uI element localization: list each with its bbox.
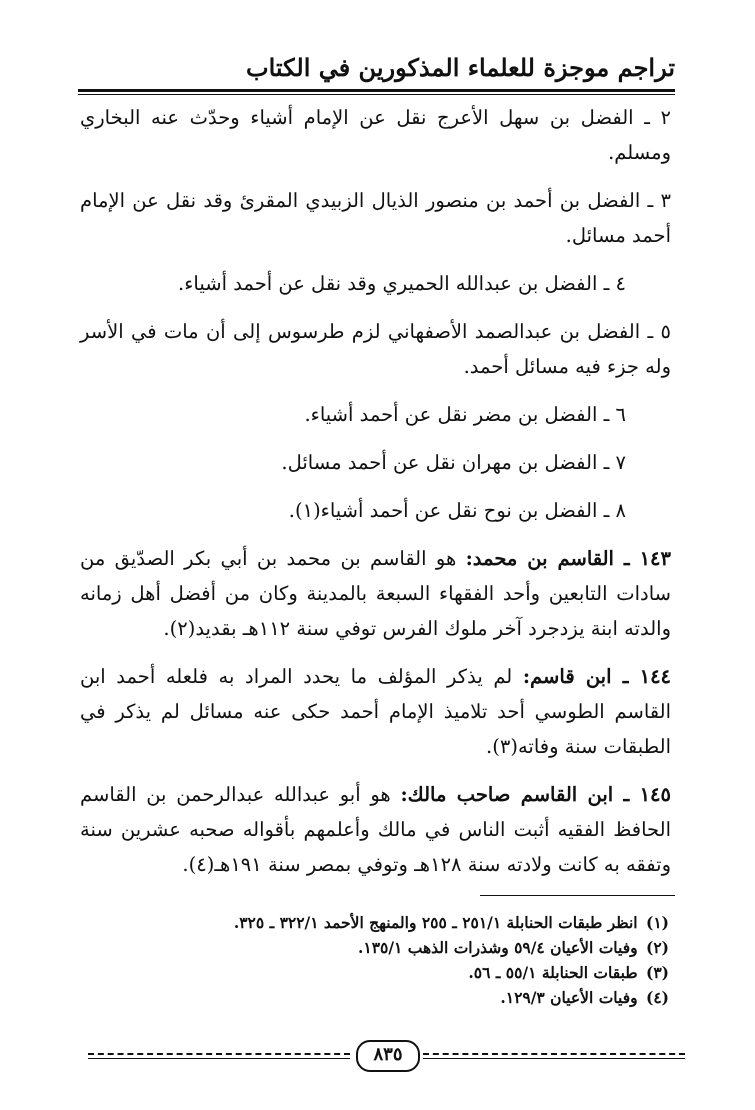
paragraph-item-2: ٢ ـ الفضل بن سهل الأعرج نقل عن الإمام أشياء وحدّث عنه البخاري ومسلم.	[80, 106, 671, 164]
entry-143-text: هو القاسم بن محمد بن أبي بكر الصدّيق من سادات التابعين وأحد الفقهاء السبعة بالمدينة وكان من أفضل أهل زمانه والدته ابنة يزدجرد آخر ملوك الفرس توفي سنة ١١٢هـ بقديد(٢).	[80, 547, 671, 640]
footnote-3	[80, 960, 669, 985]
entry-143-heading: ١٤٣ ـ القاسم بن محمد:	[465, 547, 671, 570]
footnote-number: (٢)	[645, 938, 669, 957]
footer-rule-left	[88, 1058, 350, 1059]
footnotes	[80, 910, 669, 1010]
footnote-number: (٣)	[645, 963, 669, 982]
entry-144-heading: ١٤٤ ـ ابن قاسم:	[522, 665, 672, 688]
entry-145-heading: ١٤٥ ـ ابن القاسم صاحب مالك:	[400, 783, 671, 806]
entry-144	[80, 659, 671, 764]
entry-143	[80, 541, 671, 646]
footer-dashed-rule-right	[423, 1053, 685, 1055]
footnote-number: (١)	[645, 913, 669, 932]
footer-rule-right	[423, 1058, 685, 1059]
footnote-separator	[480, 895, 675, 896]
main-text	[80, 100, 671, 895]
paragraph-item-5: ٥ ـ الفضل بن عبدالصمد الأصفهاني لزم طرسوس إلى أن مات في الأسر وله جزء فيه مسائل أحمد.	[80, 320, 671, 378]
paragraph-item-6: ٦ ـ الفضل بن مضر نقل عن أحمد أشياء.	[304, 403, 626, 426]
entry-145-text: هو أبو عبدالله عبدالرحمن بن القاسم الحافظ الفقيه أثبت الناس في مالك وأعلمهم بأقواله صحبه عشرين سنة وتفقه به كانت ولادته سنة ١٢٨هـ وتوفي بمصر سنة ١٩١هـ(٤).	[80, 783, 671, 876]
footnote-text: وفيات الأعيان ٥٩/٤ وشذرات الذهب ١٣٥/١.	[357, 938, 638, 957]
footnote-4	[80, 985, 669, 1010]
footer-dashed-rule-left	[88, 1053, 350, 1055]
footnote-2	[80, 935, 669, 960]
paragraph-item-3: ٣ ـ الفضل بن أحمد بن منصور الذيال الزبيدي المقرئ وقد نقل عن الإمام أحمد مسائل.	[80, 189, 671, 247]
header-title: تراجم موجزة للعلماء المذكورين في الكتاب	[245, 53, 675, 82]
header-rule	[78, 89, 675, 92]
paragraph-item-7: ٧ ـ الفضل بن مهران نقل عن أحمد مسائل.	[281, 451, 626, 474]
paragraph-item-4: ٤ ـ الفضل بن عبدالله الحميري وقد نقل عن أحمد أشياء.	[178, 272, 626, 295]
footnote-text: وفيات الأعيان ١٢٩/٣.	[500, 988, 638, 1007]
footnote-text: انظر طبقات الحنابلة ٢٥١/١ ـ ٢٥٥ والمنهج الأحمد ٣٢٢/١ ـ ٣٢٥.	[233, 913, 638, 932]
header-rule-thin	[78, 94, 675, 95]
page-number: ٨٣٥	[356, 1040, 420, 1072]
footnote-text: طبقات الحنابلة ٥٥/١ ـ ٥٦.	[468, 963, 638, 982]
entry-145	[80, 777, 671, 882]
footnote-number: (٤)	[645, 988, 669, 1007]
paragraph-item-8: ٨ ـ الفضل بن نوح نقل عن أحمد أشياء(١).	[288, 499, 626, 522]
entry-144-text: لم يذكر المؤلف ما يحدد المراد به فلعله أحمد ابن القاسم الطوسي أحد تلاميذ الإمام أحمد حكى عنه مسائل لم يذكر في الطبقات سنة وفاته(٣).	[80, 665, 671, 758]
page-footer	[88, 1040, 685, 1068]
footnote-1	[80, 910, 669, 935]
running-header	[78, 48, 675, 88]
